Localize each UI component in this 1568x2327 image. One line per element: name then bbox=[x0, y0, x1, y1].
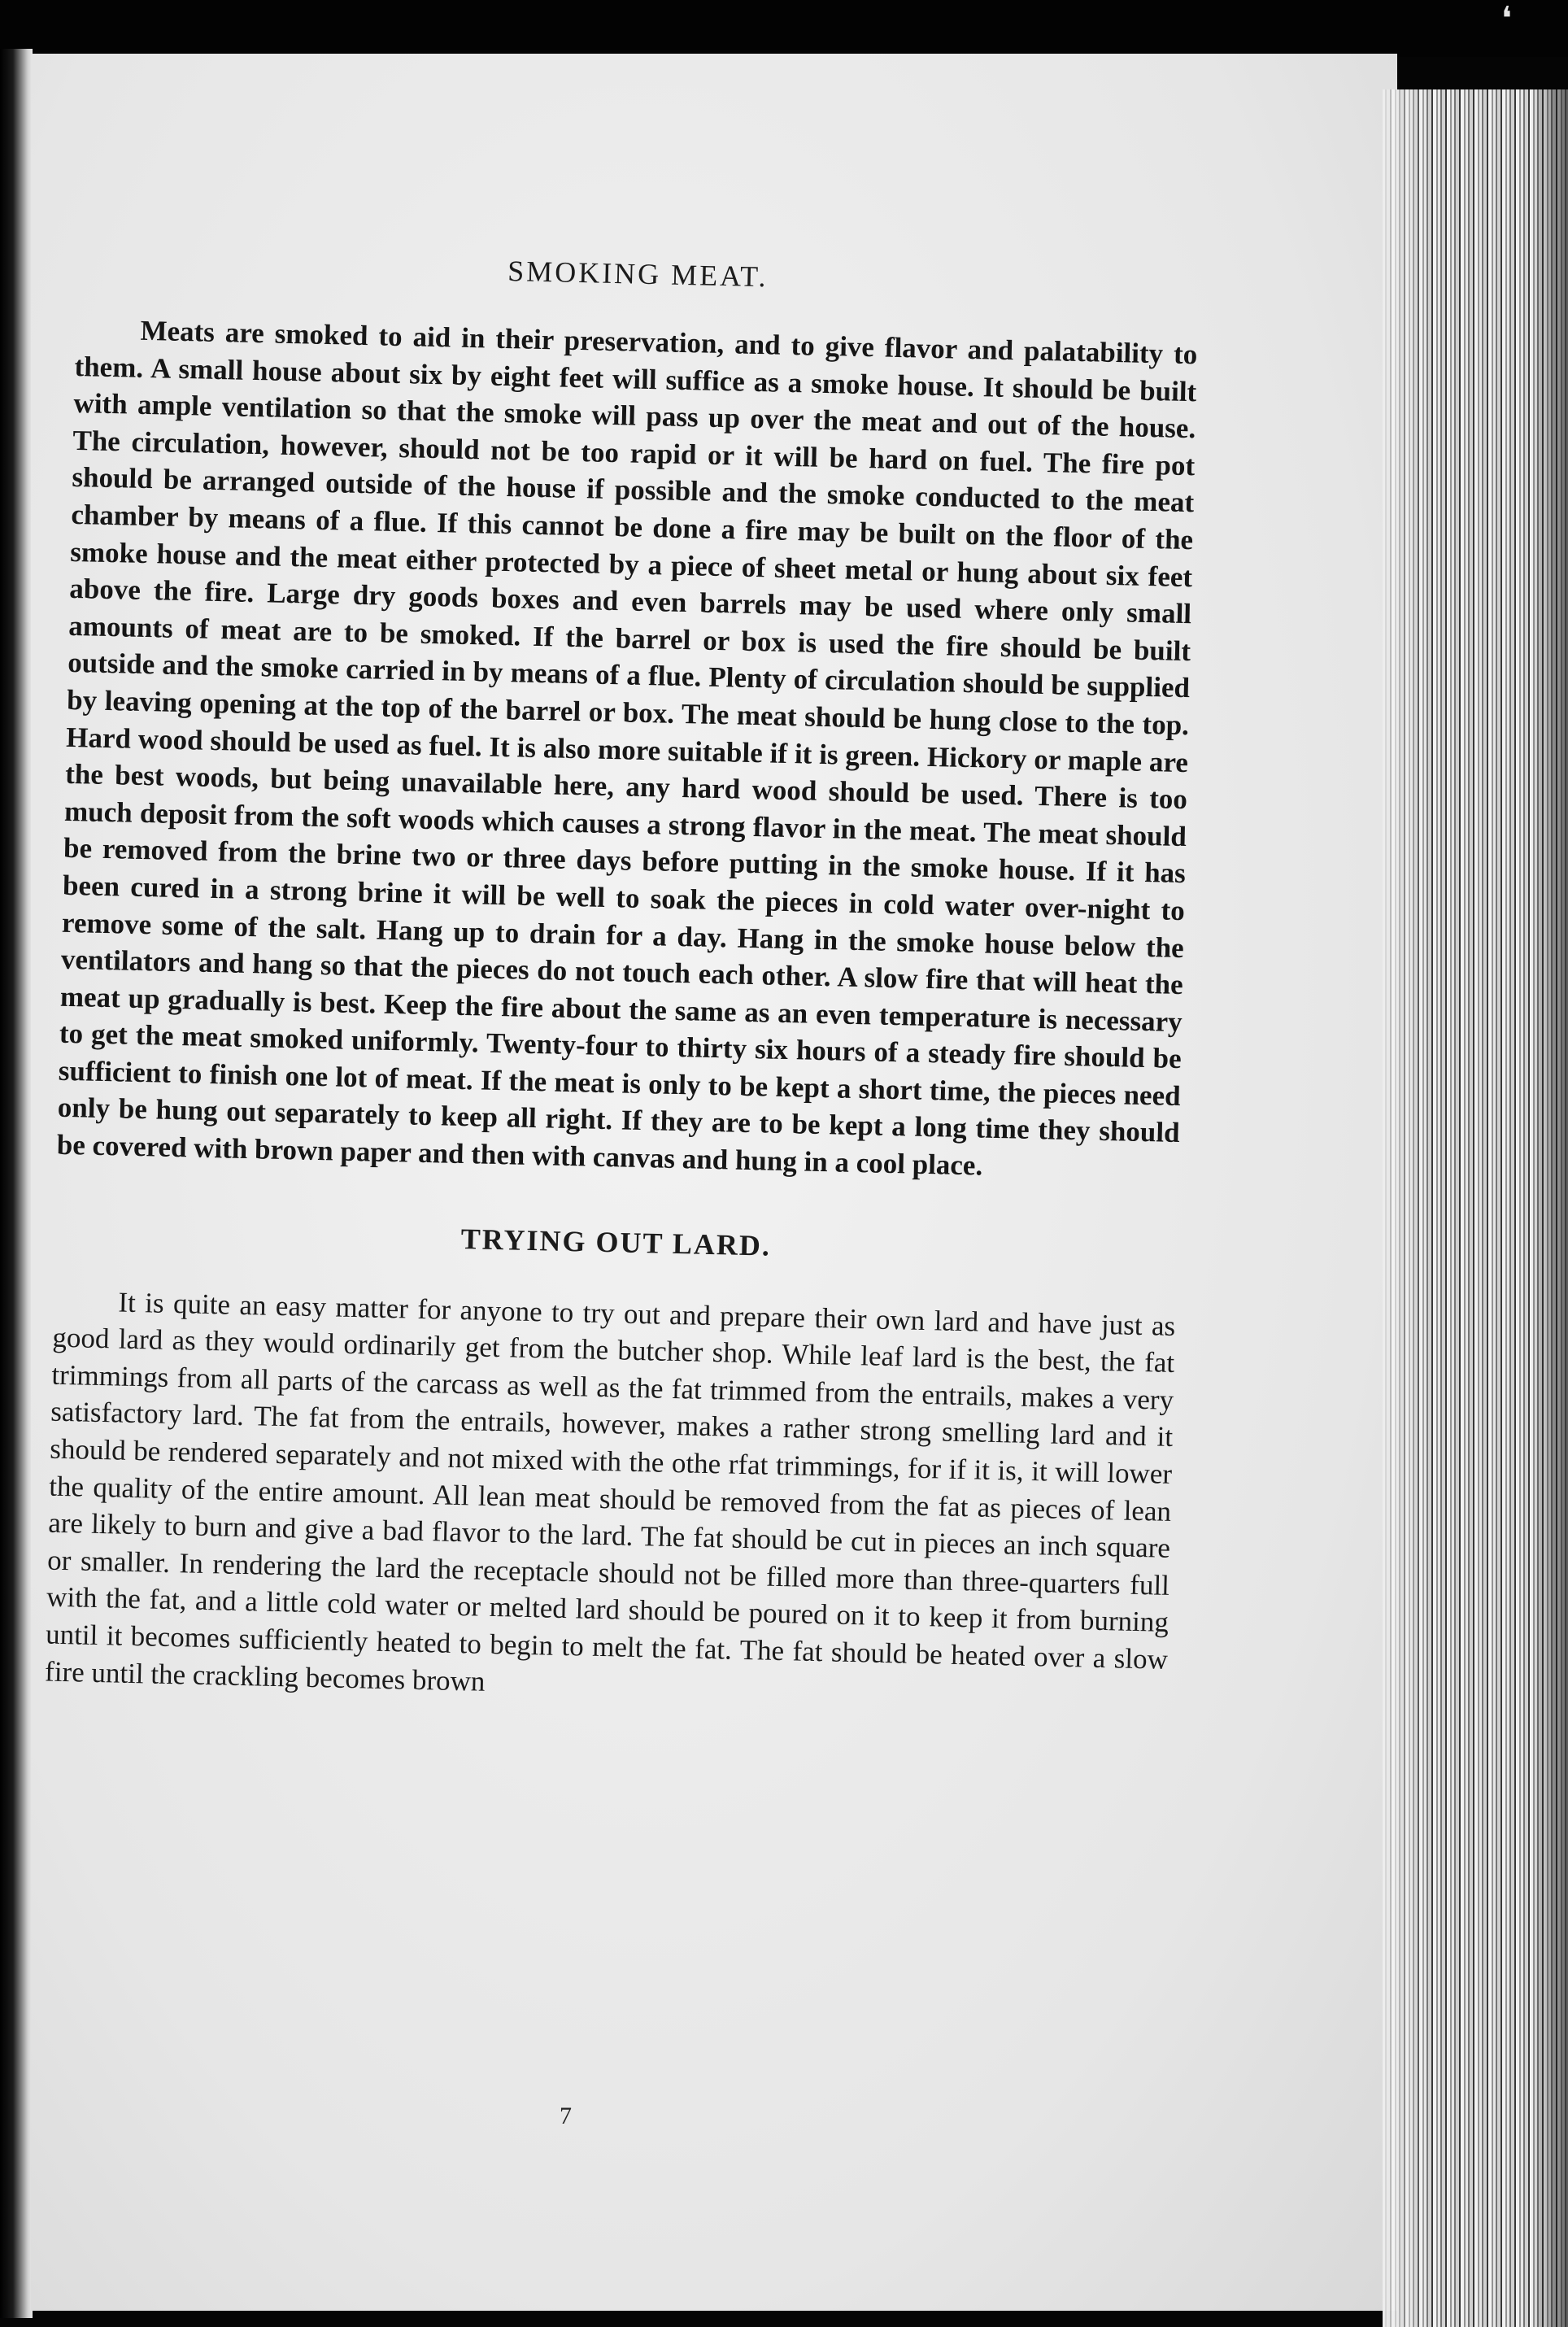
binding-edge bbox=[0, 49, 33, 2318]
section-title-trying-out-lard: TRYING OUT LARD. bbox=[460, 1222, 772, 1262]
page-number: 7 bbox=[560, 2103, 572, 2129]
trying-out-lard-paragraph: It is quite an easy matter for anyone to try out and prepare their own lard and have just as good lard as they would ordinarily get from the butcher shop. While leaf lard is the best, the fat trimmings from all parts of the carcass as well as the fat trimmed from the entrails, makes a very satisfactory lard. The fat from the entrails, however, makes a rather strong smelling lard and it should be rendered separately and not mixed with the othe rfat trimmings, for if it is, it will lower the quality of the entire amount. All lean meat should be removed from the fat as pieces of lean are likely to burn and give a bad flavor to the lard. The fat should be cut in pieces an inch square or smaller. In rendering the lard the receptacle should not be filled more than three-quarters full with the fat, and a little cold water or melted lard should be poured on it to keep it from burning until it becomes sufficiently heated to begin to melt the fat. The fat should be heated over a slow fire until the crackling becomes brown bbox=[44, 1286, 1176, 1697]
page-content bbox=[45, 244, 1200, 1715]
smoking-meat-paragraph: Meats are smoked to aid in their preservation, and to give flavor and palatability to them. A small house about six by eight feet will suffice as a smoke house. It should be built with ample ventilation so that the smoke will pass up over the meat and out of the house. The circulation, however, should not be too rapid or it will be hard on fuel. The fire pot should be arranged outside of the house if possible and the smoke conducted to the meat chamber by means of a flue. If this cannot be done a fire may be built on the floor of the smoke house and the meat either protected by a piece of sheet metal or hung about six feet above the fire. Large dry goods boxes and even barrels may be used where only small amounts of meat are to be smoked. If the barrel or box is used the fire should be built outside and the smoke carried in by means of a flue. Plenty of circulation should be supplied by leaving opening at the top of the barrel or box. The meat should be hung close to the top. Hard wood should be used as fuel. It is also more suitable if it is green. Hickory or maple are the best woods, but being unavailable here, any hard wood should be used. There is too much deposit from the soft woods which causes a strong flavor in the meat. The meat should be removed from the brine two or three days before putting in the smoke house. If it has been cured in a strong brine it will be well to soak the pieces in cold water over-night to remove some of the salt. Hang up to drain for a day. Hang in the smoke house below the ventilators and hang so that the pieces do not touch each other. A slow fire that will heat the meat up gradually is best. Keep the fire about the same as an even temperature is necessary to get the meat smoked uniformly. Twenty-four to thirty six hours of a steady fire should be sufficient to finish one lot of meat. If the meat is only to be kept a short time, the pieces need only be hung out separately to keep all right. If they are to be kept a long time they should be covered with brown paper and then with canvas and hung in a cool place. bbox=[56, 314, 1198, 1182]
corner-clip-mark: ❛ bbox=[1501, 0, 1512, 37]
scan-top-border bbox=[0, 0, 1568, 57]
section-title-smoking-meat: SMOKING MEAT. bbox=[507, 255, 769, 294]
page-edge-shading bbox=[1383, 89, 1568, 2327]
